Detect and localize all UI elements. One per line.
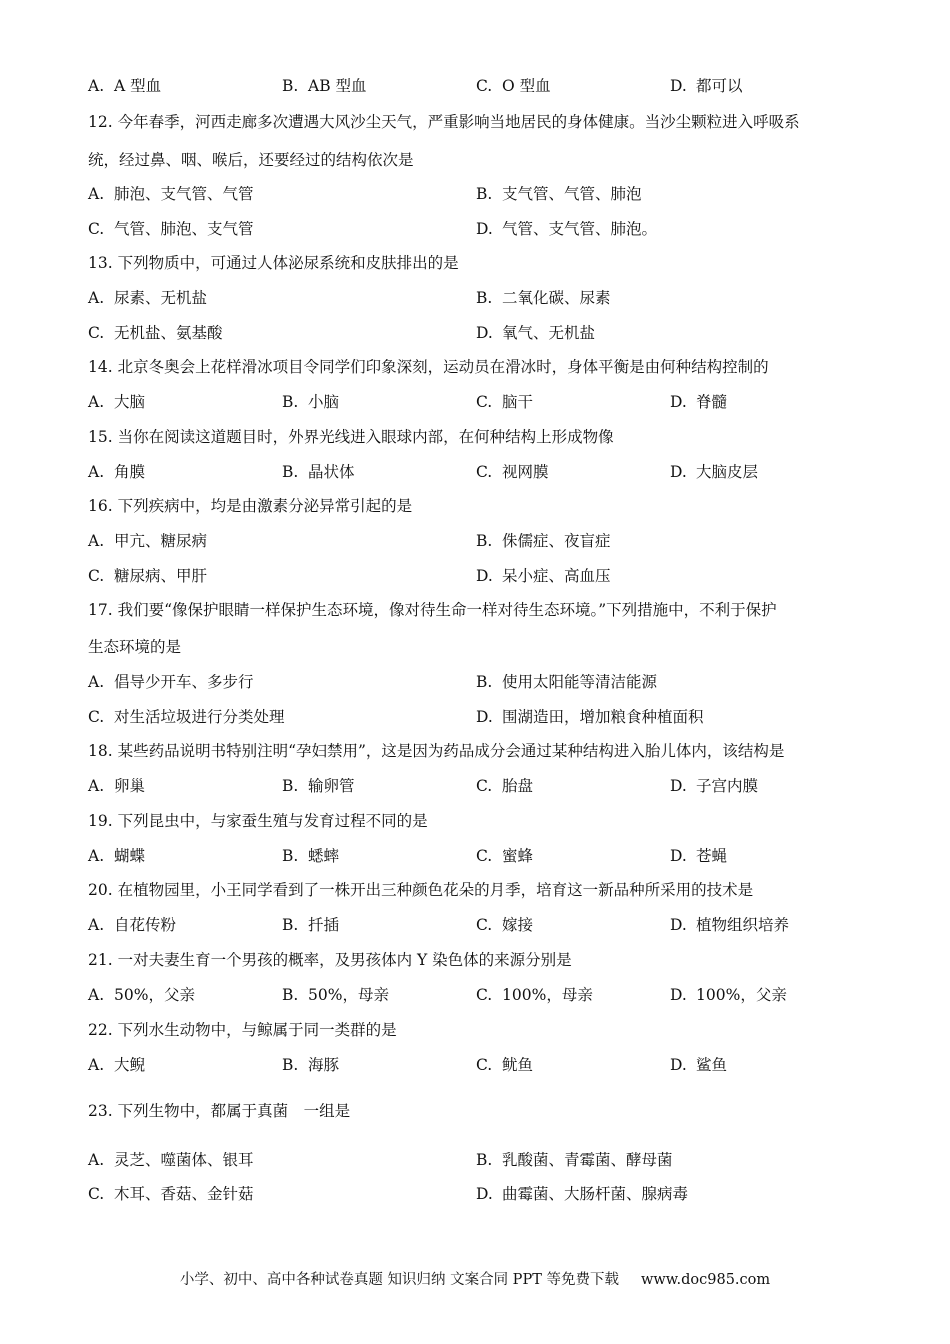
option-d	[670, 392, 727, 412]
option-a	[88, 392, 145, 412]
option-letter: C.	[476, 986, 493, 1004]
option-c	[88, 707, 285, 727]
option-b	[476, 1150, 673, 1170]
option-text: 曲霉菌、大肠杆菌、腺病毒	[502, 1185, 689, 1203]
option-letter: A.	[88, 916, 105, 934]
option-a	[88, 915, 176, 935]
option-text: 视网膜	[502, 463, 549, 481]
option-a	[88, 288, 207, 308]
option-letter: D.	[670, 916, 687, 934]
option-c	[88, 323, 223, 343]
option-letter: B.	[282, 777, 299, 795]
option-letter: D.	[670, 77, 687, 95]
footer-text: 小学、初中、高中各种试卷真题 知识归纳 文案合同 PPT 等免费下载	[179, 1272, 619, 1288]
option-d	[476, 566, 611, 586]
option-d	[476, 323, 595, 343]
option-text: 100%，父亲	[696, 986, 787, 1004]
option-letter: C.	[88, 708, 105, 726]
option-letter: D.	[670, 777, 687, 795]
question-15-stem: 15. 当你在阅读这道题目时，外界光线进入眼球内部，在何种结构上形成物像	[88, 428, 614, 446]
question-21-stem: 21. 一对夫妻生育一个男孩的概率，及男孩体内 Y 染色体的来源分别是	[88, 951, 572, 969]
option-letter: A.	[88, 289, 105, 307]
option-letter: C.	[88, 1185, 105, 1203]
option-d	[670, 462, 758, 482]
question-17-stem-cont: 生态环境的是	[88, 638, 182, 656]
option-text: 100%，母亲	[502, 986, 593, 1004]
option-letter: D.	[670, 1056, 687, 1074]
option-a	[88, 776, 145, 796]
option-a	[88, 846, 145, 866]
question-23-stem: 23. 下列生物中，都属于真菌 一组是	[88, 1102, 351, 1120]
option-letter: C.	[476, 916, 493, 934]
option-a	[88, 76, 161, 96]
option-b	[476, 184, 642, 204]
option-letter: C.	[88, 220, 105, 238]
option-letter: C.	[476, 463, 493, 481]
page-footer	[0, 1270, 950, 1290]
option-text: A 型血	[114, 77, 162, 95]
option-letter: D.	[670, 393, 687, 411]
option-letter: A.	[88, 986, 105, 1004]
option-text: 扦插	[308, 916, 340, 934]
option-c	[476, 846, 533, 866]
question-18-stem: 18. 某些药品说明书特别注明“孕妇禁用”，这是因为药品成分会通过某种结构进入胎儿体内，该结构是	[88, 742, 785, 760]
footer-url-link[interactable]: www.doc985.com	[640, 1272, 771, 1288]
option-letter: B.	[476, 289, 493, 307]
option-text: 50%，父亲	[114, 986, 195, 1004]
option-letter: D.	[476, 220, 493, 238]
option-letter: B.	[282, 77, 299, 95]
option-letter: D.	[670, 986, 687, 1004]
option-text: 苍蝇	[696, 847, 728, 865]
option-a	[88, 985, 195, 1005]
option-letter: D.	[670, 847, 687, 865]
option-c	[88, 1184, 254, 1204]
option-text: 脊髓	[696, 393, 728, 411]
option-c	[88, 566, 207, 586]
option-a	[88, 672, 254, 692]
option-letter: D.	[476, 708, 493, 726]
option-c	[476, 462, 549, 482]
option-letter: C.	[88, 324, 105, 342]
option-letter: C.	[476, 777, 493, 795]
option-text: 子宫内膜	[696, 777, 759, 795]
option-text: 输卵管	[308, 777, 355, 795]
option-d	[670, 1055, 727, 1075]
option-letter: B.	[476, 532, 493, 550]
option-text: 木耳、香菇、金针菇	[114, 1185, 254, 1203]
option-text: 气管、肺泡、支气管	[114, 220, 254, 238]
option-letter: A.	[88, 463, 105, 481]
option-d	[476, 707, 704, 727]
option-text: 围湖造田，增加粮食种植面积	[502, 708, 704, 726]
option-c	[476, 76, 551, 96]
option-letter: B.	[282, 463, 299, 481]
option-letter: A.	[88, 1151, 105, 1169]
option-letter: A.	[88, 77, 105, 95]
question-22-stem: 22. 下列水生动物中，与鲸属于同一类群的是	[88, 1021, 397, 1039]
question-12-stem: 12. 今年春季，河西走廊多次遭遇大风沙尘天气，严重影响当地居民的身体健康。当沙尘颗粒进入呼吸系	[88, 113, 800, 131]
option-text: O 型血	[502, 77, 551, 95]
question-16-stem: 16. 下列疾病中，均是由激素分泌异常引起的是	[88, 497, 413, 515]
option-text: 鲨鱼	[696, 1056, 728, 1074]
question-19-stem: 19. 下列昆虫中，与家蚕生殖与发育过程不同的是	[88, 812, 428, 830]
option-c	[88, 219, 254, 239]
option-text: 二氧化碳、尿素	[502, 289, 611, 307]
option-letter: B.	[476, 185, 493, 203]
option-b	[282, 846, 339, 866]
option-text: 晶状体	[308, 463, 355, 481]
option-d	[670, 846, 727, 866]
option-b	[282, 915, 339, 935]
option-c	[476, 392, 533, 412]
option-text: 大鲵	[114, 1056, 146, 1074]
option-text: 对生活垃圾进行分类处理	[114, 708, 285, 726]
option-letter: D.	[476, 324, 493, 342]
option-letter: A.	[88, 185, 105, 203]
option-letter: B.	[282, 847, 299, 865]
option-text: 无机盐、氨基酸	[114, 324, 223, 342]
question-12-stem-cont: 统，经过鼻、咽、喉后，还要经过的结构依次是	[88, 151, 414, 169]
option-letter: A.	[88, 532, 105, 550]
option-letter: C.	[476, 77, 493, 95]
option-letter: A.	[88, 1056, 105, 1074]
option-b	[476, 288, 611, 308]
option-text: 大脑	[114, 393, 146, 411]
option-text: 糖尿病、甲肝	[114, 567, 208, 585]
option-text: 肺泡、支气管、气管	[114, 185, 254, 203]
option-c	[476, 1055, 533, 1075]
option-text: 自花传粉	[114, 916, 177, 934]
question-20-stem: 20. 在植物园里，小王同学看到了一株开出三种颜色花朵的月季，培育这一新品种所采用的技术是	[88, 881, 754, 899]
option-c	[476, 985, 593, 1005]
option-letter: B.	[282, 986, 299, 1004]
option-b	[282, 985, 389, 1005]
option-text: 角膜	[114, 463, 146, 481]
option-letter: C.	[476, 393, 493, 411]
option-d	[670, 776, 758, 796]
option-b	[282, 462, 355, 482]
option-text: 侏儒症、夜盲症	[502, 532, 611, 550]
option-b	[282, 76, 367, 96]
option-c	[476, 915, 533, 935]
option-letter: D.	[670, 463, 687, 481]
option-letter: A.	[88, 847, 105, 865]
option-letter: B.	[282, 1056, 299, 1074]
option-letter: C.	[88, 567, 105, 585]
option-b	[476, 672, 657, 692]
option-d	[476, 219, 657, 239]
option-text: 鱿鱼	[502, 1056, 534, 1074]
question-17-stem: 17. 我们要“像保护眼睛一样保护生态环境，像对待生命一样对待生态环境。”下列措施中，不利于保护	[88, 601, 777, 619]
option-c	[476, 776, 533, 796]
option-letter: B.	[476, 1151, 493, 1169]
option-d	[476, 1184, 688, 1204]
option-b	[282, 776, 355, 796]
question-13-stem: 13. 下列物质中，可通过人体泌尿系统和皮肤排出的是	[88, 254, 459, 272]
option-text: 气管、支气管、肺泡。	[502, 220, 658, 238]
option-text: 倡导少开车、多步行	[114, 673, 254, 691]
option-text: 使用太阳能等清洁能源	[502, 673, 658, 691]
option-text: 甲亢、糖尿病	[114, 532, 208, 550]
option-text: 尿素、无机盐	[114, 289, 208, 307]
option-b	[282, 1055, 339, 1075]
option-b	[282, 392, 339, 412]
option-letter: A.	[88, 393, 105, 411]
option-text: 胎盘	[502, 777, 534, 795]
option-text: 蜜蜂	[502, 847, 534, 865]
question-14-stem: 14. 北京冬奥会上花样滑冰项目令同学们印象深刻，运动员在滑冰时，身体平衡是由何种结构控制的	[88, 358, 769, 376]
option-d	[670, 915, 789, 935]
option-letter: D.	[476, 567, 493, 585]
option-text: 脑干	[502, 393, 534, 411]
option-text: 都可以	[696, 77, 743, 95]
option-a	[88, 531, 207, 551]
option-letter: C.	[476, 1056, 493, 1074]
option-letter: B.	[282, 393, 299, 411]
option-text: 支气管、气管、肺泡	[502, 185, 642, 203]
option-text: 植物组织培养	[696, 916, 790, 934]
option-text: 呆小症、高血压	[502, 567, 611, 585]
option-text: 蝴蝶	[114, 847, 146, 865]
option-a	[88, 184, 254, 204]
option-letter: B.	[282, 916, 299, 934]
option-text: 嫁接	[502, 916, 534, 934]
option-text: 氧气、无机盐	[502, 324, 596, 342]
option-text: 蟋蟀	[308, 847, 340, 865]
option-d	[670, 76, 743, 96]
option-text: 乳酸菌、青霉菌、酵母菌	[502, 1151, 673, 1169]
option-letter: B.	[476, 673, 493, 691]
option-text: AB 型血	[308, 77, 367, 95]
option-a	[88, 1150, 254, 1170]
option-text: 小脑	[308, 393, 340, 411]
option-letter: A.	[88, 777, 105, 795]
option-text: 大脑皮层	[696, 463, 759, 481]
option-text: 卵巢	[114, 777, 146, 795]
option-text: 灵芝、噬菌体、银耳	[114, 1151, 254, 1169]
option-b	[476, 531, 611, 551]
option-letter: A.	[88, 673, 105, 691]
option-a	[88, 462, 145, 482]
option-letter: C.	[476, 847, 493, 865]
option-text: 50%，母亲	[308, 986, 389, 1004]
option-text: 海豚	[308, 1056, 340, 1074]
option-letter: D.	[476, 1185, 493, 1203]
option-d	[670, 985, 787, 1005]
option-a	[88, 1055, 145, 1075]
